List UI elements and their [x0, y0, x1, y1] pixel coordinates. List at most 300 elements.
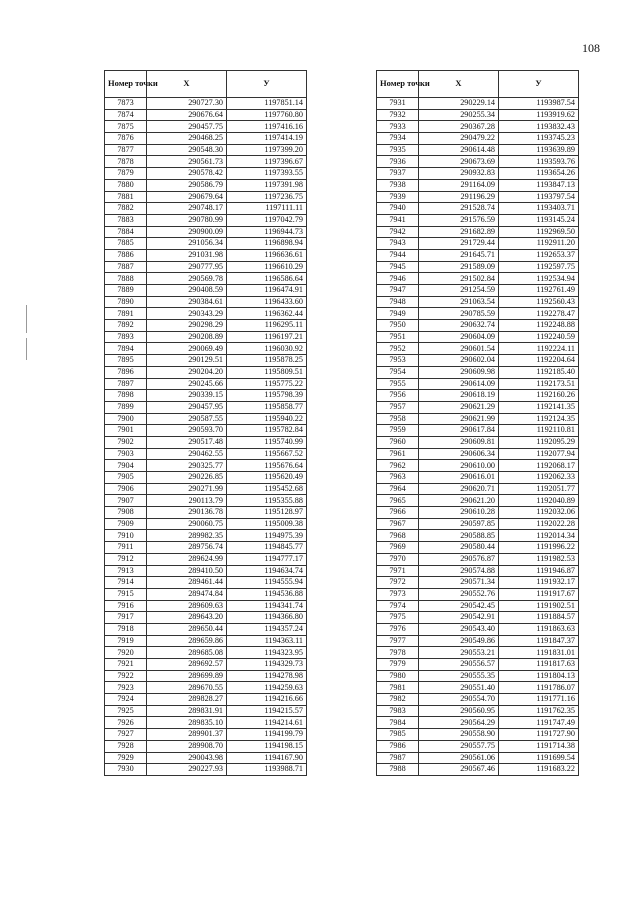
point-number-cell: 7988: [377, 764, 419, 776]
table-row: [377, 203, 579, 215]
table-row: [105, 530, 307, 542]
x-coordinate-cell: 290601.54: [419, 343, 499, 355]
y-coordinate-cell: 1192597.75: [499, 261, 579, 273]
point-number-cell: 7897: [105, 378, 147, 390]
y-coordinate-cell: 1195452.68: [227, 483, 307, 495]
y-coordinate-cell: 1194975.39: [227, 530, 307, 542]
point-number-cell: 7891: [105, 308, 147, 320]
y-coordinate-cell: 1192969.50: [499, 226, 579, 238]
point-number-cell: 7881: [105, 191, 147, 203]
y-coordinate-cell: 1195775.22: [227, 378, 307, 390]
x-coordinate-cell: 290552.76: [419, 588, 499, 600]
y-coordinate-cell: 1197042.79: [227, 214, 307, 226]
table-row: [377, 378, 579, 390]
point-number-cell: 7878: [105, 156, 147, 168]
point-number-cell: 7975: [377, 612, 419, 624]
y-coordinate-cell: 1191714.38: [499, 740, 579, 752]
y-coordinate-cell: 1191727.90: [499, 729, 579, 741]
y-coordinate-cell: 1194341.74: [227, 600, 307, 612]
x-coordinate-cell: 290574.88: [419, 565, 499, 577]
y-coordinate-cell: 1194777.17: [227, 553, 307, 565]
y-coordinate-cell: 1192077.94: [499, 448, 579, 460]
x-coordinate-cell: 291645.71: [419, 249, 499, 261]
y-coordinate-cell: 1194363.11: [227, 635, 307, 647]
header-x: X: [419, 71, 499, 98]
x-coordinate-cell: 290271.99: [147, 483, 227, 495]
x-coordinate-cell: 289756.74: [147, 542, 227, 554]
y-coordinate-cell: 1192040.89: [499, 495, 579, 507]
x-coordinate-cell: 290785.59: [419, 308, 499, 320]
x-coordinate-cell: 291254.59: [419, 285, 499, 297]
table-row: [377, 635, 579, 647]
x-coordinate-cell: 291528.74: [419, 203, 499, 215]
x-coordinate-cell: 290208.89: [147, 331, 227, 343]
point-number-cell: 7896: [105, 366, 147, 378]
table-row: [377, 588, 579, 600]
table-row: [377, 740, 579, 752]
x-coordinate-cell: 290621.29: [419, 401, 499, 413]
y-coordinate-cell: 1194329.73: [227, 659, 307, 671]
table-row: [377, 179, 579, 191]
y-coordinate-cell: 1191932.17: [499, 577, 579, 589]
table-row: [105, 191, 307, 203]
y-coordinate-cell: 1195858.77: [227, 401, 307, 413]
table-row: [377, 530, 579, 542]
x-coordinate-cell: 290548.30: [147, 144, 227, 156]
x-coordinate-cell: 290556.57: [419, 659, 499, 671]
point-number-cell: 7894: [105, 343, 147, 355]
point-number-cell: 7929: [105, 752, 147, 764]
table-row: [377, 343, 579, 355]
point-number-cell: 7876: [105, 133, 147, 145]
x-coordinate-cell: 289670.55: [147, 682, 227, 694]
point-number-cell: 7912: [105, 553, 147, 565]
y-coordinate-cell: 1194199.79: [227, 729, 307, 741]
y-coordinate-cell: 1192051.77: [499, 483, 579, 495]
x-coordinate-cell: 290616.01: [419, 472, 499, 484]
y-coordinate-cell: 1192278.47: [499, 308, 579, 320]
x-coordinate-cell: 290571.34: [419, 577, 499, 589]
x-coordinate-cell: 290614.09: [419, 378, 499, 390]
point-number-cell: 7908: [105, 507, 147, 519]
table-row: [377, 682, 579, 694]
point-number-cell: 7913: [105, 565, 147, 577]
table-row: [105, 682, 307, 694]
y-coordinate-cell: 1196944.73: [227, 226, 307, 238]
table-row: [377, 320, 579, 332]
x-coordinate-cell: 290620.71: [419, 483, 499, 495]
point-number-cell: 7987: [377, 752, 419, 764]
x-coordinate-cell: 290226.85: [147, 472, 227, 484]
x-coordinate-cell: 290676.64: [147, 109, 227, 121]
y-coordinate-cell: 1191831.01: [499, 647, 579, 659]
point-number-cell: 7884: [105, 226, 147, 238]
x-coordinate-cell: 290569.78: [147, 273, 227, 285]
x-coordinate-cell: 291056.34: [147, 238, 227, 250]
y-coordinate-cell: 1191996.22: [499, 542, 579, 554]
margin-mark: [26, 338, 27, 360]
y-coordinate-cell: 1192062.33: [499, 472, 579, 484]
x-coordinate-cell: 289835.10: [147, 717, 227, 729]
table-row: [377, 448, 579, 460]
table-row: [105, 261, 307, 273]
table-row: [105, 729, 307, 741]
y-coordinate-cell: 1195940.22: [227, 413, 307, 425]
table-row: [377, 331, 579, 343]
table-row: [377, 507, 579, 519]
table-row: [377, 647, 579, 659]
x-coordinate-cell: 290227.93: [147, 764, 227, 776]
point-number-cell: 7918: [105, 623, 147, 635]
point-number-cell: 7886: [105, 249, 147, 261]
table-row: [105, 752, 307, 764]
table-row: [105, 144, 307, 156]
table-row: [377, 729, 579, 741]
point-number-cell: 7932: [377, 109, 419, 121]
y-coordinate-cell: 1196295.11: [227, 320, 307, 332]
x-coordinate-cell: 289650.44: [147, 623, 227, 635]
y-coordinate-cell: 1192653.37: [499, 249, 579, 261]
x-coordinate-cell: 290609.81: [419, 436, 499, 448]
y-coordinate-cell: 1192534.94: [499, 273, 579, 285]
x-coordinate-cell: 290617.84: [419, 425, 499, 437]
point-number-cell: 7972: [377, 577, 419, 589]
x-coordinate-cell: 289643.20: [147, 612, 227, 624]
table-row: [377, 401, 579, 413]
y-coordinate-cell: 1193639.89: [499, 144, 579, 156]
header-point-number: Номер точки: [377, 71, 419, 98]
x-coordinate-cell: 291682.89: [419, 226, 499, 238]
point-number-cell: 7970: [377, 553, 419, 565]
point-number-cell: 7916: [105, 600, 147, 612]
x-coordinate-cell: 290780.99: [147, 214, 227, 226]
y-coordinate-cell: 1191917.67: [499, 588, 579, 600]
y-coordinate-cell: 1192141.35: [499, 401, 579, 413]
table-row: [377, 460, 579, 472]
header-row: [377, 71, 579, 98]
table-row: [105, 179, 307, 191]
point-number-cell: 7941: [377, 214, 419, 226]
table-row: [105, 331, 307, 343]
y-coordinate-cell: 1196636.61: [227, 249, 307, 261]
x-coordinate-cell: 290367.28: [419, 121, 499, 133]
table-row: [377, 273, 579, 285]
x-coordinate-cell: 291589.09: [419, 261, 499, 273]
y-coordinate-cell: 1191762.35: [499, 705, 579, 717]
table-row: [377, 705, 579, 717]
x-coordinate-cell: 290204.20: [147, 366, 227, 378]
header-y: У: [499, 71, 579, 98]
table-row: [105, 401, 307, 413]
x-coordinate-cell: 290560.95: [419, 705, 499, 717]
x-coordinate-cell: 290618.19: [419, 390, 499, 402]
x-coordinate-cell: 290587.55: [147, 413, 227, 425]
x-coordinate-cell: 290551.40: [419, 682, 499, 694]
y-coordinate-cell: 1193797.54: [499, 191, 579, 203]
table-row: [377, 764, 579, 776]
point-number-cell: 7965: [377, 495, 419, 507]
y-coordinate-cell: 1194555.94: [227, 577, 307, 589]
point-number-cell: 7974: [377, 600, 419, 612]
table-row: [105, 226, 307, 238]
y-coordinate-cell: 1193145.24: [499, 214, 579, 226]
point-number-cell: 7889: [105, 285, 147, 297]
x-coordinate-cell: 290457.95: [147, 401, 227, 413]
header-row: [105, 71, 307, 98]
y-coordinate-cell: 1191804.13: [499, 670, 579, 682]
y-coordinate-cell: 1194357.24: [227, 623, 307, 635]
point-number-cell: 7969: [377, 542, 419, 554]
table-row: [377, 612, 579, 624]
y-coordinate-cell: 1194366.80: [227, 612, 307, 624]
x-coordinate-cell: 290043.98: [147, 752, 227, 764]
table-row: [105, 133, 307, 145]
table-body: [377, 98, 579, 776]
point-number-cell: 7923: [105, 682, 147, 694]
table-row: [105, 612, 307, 624]
x-coordinate-cell: 290576.87: [419, 553, 499, 565]
x-coordinate-cell: 289624.99: [147, 553, 227, 565]
point-number-cell: 7900: [105, 413, 147, 425]
x-coordinate-cell: 290468.25: [147, 133, 227, 145]
table-row: [105, 659, 307, 671]
y-coordinate-cell: 1191786.07: [499, 682, 579, 694]
table-row: [105, 518, 307, 530]
table-row: [105, 436, 307, 448]
point-number-cell: 7911: [105, 542, 147, 554]
x-coordinate-cell: 291031.98: [147, 249, 227, 261]
x-coordinate-cell: 290614.48: [419, 144, 499, 156]
point-number-cell: 7909: [105, 518, 147, 530]
x-coordinate-cell: 290542.45: [419, 600, 499, 612]
point-number-cell: 7950: [377, 320, 419, 332]
point-number-cell: 7946: [377, 273, 419, 285]
x-coordinate-cell: 290586.79: [147, 179, 227, 191]
point-number-cell: 7984: [377, 717, 419, 729]
page-number: 108: [582, 41, 600, 55]
table-row: [105, 635, 307, 647]
table-row: [377, 238, 579, 250]
point-number-cell: 7962: [377, 460, 419, 472]
table-row: [377, 366, 579, 378]
table-row: [105, 577, 307, 589]
y-coordinate-cell: 1196362.44: [227, 308, 307, 320]
point-number-cell: 7936: [377, 156, 419, 168]
y-coordinate-cell: 1192173.51: [499, 378, 579, 390]
table-row: [377, 121, 579, 133]
point-number-cell: 7952: [377, 343, 419, 355]
margin-mark: [26, 305, 27, 333]
point-number-cell: 7873: [105, 98, 147, 110]
point-number-cell: 7983: [377, 705, 419, 717]
point-number-cell: 7955: [377, 378, 419, 390]
point-number-cell: 7956: [377, 390, 419, 402]
table-row: [377, 600, 579, 612]
point-number-cell: 7939: [377, 191, 419, 203]
x-coordinate-cell: 290229.14: [419, 98, 499, 110]
x-coordinate-cell: 290325.77: [147, 460, 227, 472]
x-coordinate-cell: 290578.42: [147, 168, 227, 180]
y-coordinate-cell: 1193987.54: [499, 98, 579, 110]
y-coordinate-cell: 1191817.63: [499, 659, 579, 671]
point-number-cell: 7904: [105, 460, 147, 472]
table-row: [105, 542, 307, 554]
table-row: [105, 740, 307, 752]
x-coordinate-cell: 290610.28: [419, 507, 499, 519]
table-row: [377, 413, 579, 425]
table-row: [377, 659, 579, 671]
table-row: [377, 98, 579, 110]
point-number-cell: 7957: [377, 401, 419, 413]
table-row: [377, 109, 579, 121]
table-row: [377, 390, 579, 402]
y-coordinate-cell: 1196610.29: [227, 261, 307, 273]
y-coordinate-cell: 1191771.16: [499, 694, 579, 706]
point-number-cell: 7880: [105, 179, 147, 191]
table-row: [377, 296, 579, 308]
point-number-cell: 7944: [377, 249, 419, 261]
point-number-cell: 7938: [377, 179, 419, 191]
y-coordinate-cell: 1196030.92: [227, 343, 307, 355]
table-row: [105, 366, 307, 378]
point-number-cell: 7937: [377, 168, 419, 180]
y-coordinate-cell: 1192185.40: [499, 366, 579, 378]
x-coordinate-cell: 290900.09: [147, 226, 227, 238]
table-row: [105, 296, 307, 308]
y-coordinate-cell: 1196433.60: [227, 296, 307, 308]
table-row: [105, 98, 307, 110]
x-coordinate-cell: 289474.84: [147, 588, 227, 600]
y-coordinate-cell: 1191747.49: [499, 717, 579, 729]
header-x: X: [147, 71, 227, 98]
x-coordinate-cell: 289908.70: [147, 740, 227, 752]
x-coordinate-cell: 290517.48: [147, 436, 227, 448]
x-coordinate-cell: 290543.40: [419, 623, 499, 635]
point-number-cell: 7902: [105, 436, 147, 448]
x-coordinate-cell: 290245.66: [147, 378, 227, 390]
x-coordinate-cell: 290597.85: [419, 518, 499, 530]
table-row: [377, 553, 579, 565]
table-row: [105, 378, 307, 390]
y-coordinate-cell: 1194323.95: [227, 647, 307, 659]
y-coordinate-cell: 1197416.16: [227, 121, 307, 133]
y-coordinate-cell: 1194198.15: [227, 740, 307, 752]
table-row: [377, 226, 579, 238]
point-number-cell: 7901: [105, 425, 147, 437]
y-coordinate-cell: 1193832.43: [499, 121, 579, 133]
y-coordinate-cell: 1195128.97: [227, 507, 307, 519]
table-row: [377, 436, 579, 448]
point-number-cell: 7926: [105, 717, 147, 729]
table-row: [105, 156, 307, 168]
y-coordinate-cell: 1191902.51: [499, 600, 579, 612]
y-coordinate-cell: 1195798.39: [227, 390, 307, 402]
x-coordinate-cell: 290604.09: [419, 331, 499, 343]
y-coordinate-cell: 1194536.88: [227, 588, 307, 600]
y-coordinate-cell: 1194278.98: [227, 670, 307, 682]
x-coordinate-cell: 289831.91: [147, 705, 227, 717]
point-number-cell: 7921: [105, 659, 147, 671]
x-coordinate-cell: 290555.35: [419, 670, 499, 682]
x-coordinate-cell: 290748.17: [147, 203, 227, 215]
table-row: [377, 752, 579, 764]
x-coordinate-cell: 290553.21: [419, 647, 499, 659]
point-number-cell: 7874: [105, 109, 147, 121]
point-number-cell: 7883: [105, 214, 147, 226]
y-coordinate-cell: 1191683.22: [499, 764, 579, 776]
y-coordinate-cell: 1194215.57: [227, 705, 307, 717]
y-coordinate-cell: 1197236.75: [227, 191, 307, 203]
point-number-cell: 7963: [377, 472, 419, 484]
y-coordinate-cell: 1196197.21: [227, 331, 307, 343]
table-row: [105, 214, 307, 226]
x-coordinate-cell: 289659.86: [147, 635, 227, 647]
point-number-cell: 7893: [105, 331, 147, 343]
table-row: [105, 238, 307, 250]
table-row: [105, 600, 307, 612]
point-number-cell: 7964: [377, 483, 419, 495]
y-coordinate-cell: 1192022.28: [499, 518, 579, 530]
point-number-cell: 7979: [377, 659, 419, 671]
x-coordinate-cell: 290457.75: [147, 121, 227, 133]
table-row: [105, 355, 307, 367]
x-coordinate-cell: 290069.49: [147, 343, 227, 355]
table-row: [105, 483, 307, 495]
table-row: [377, 168, 579, 180]
x-coordinate-cell: 290343.29: [147, 308, 227, 320]
point-number-cell: 7934: [377, 133, 419, 145]
table-row: [377, 694, 579, 706]
x-coordinate-cell: 290679.64: [147, 191, 227, 203]
x-coordinate-cell: 290621.20: [419, 495, 499, 507]
y-coordinate-cell: 1192110.81: [499, 425, 579, 437]
x-coordinate-cell: 290136.78: [147, 507, 227, 519]
point-number-cell: 7915: [105, 588, 147, 600]
coordinates-table-left: [104, 70, 307, 776]
x-coordinate-cell: 290339.15: [147, 390, 227, 402]
point-number-cell: 7892: [105, 320, 147, 332]
table-row: [105, 694, 307, 706]
y-coordinate-cell: 1195620.49: [227, 472, 307, 484]
x-coordinate-cell: 289461.44: [147, 577, 227, 589]
y-coordinate-cell: 1193654.26: [499, 168, 579, 180]
x-coordinate-cell: 289410.50: [147, 565, 227, 577]
point-number-cell: 7905: [105, 472, 147, 484]
x-coordinate-cell: 290588.85: [419, 530, 499, 542]
x-coordinate-cell: 289692.57: [147, 659, 227, 671]
y-coordinate-cell: 1194214.61: [227, 717, 307, 729]
table-row: [105, 109, 307, 121]
point-number-cell: 7927: [105, 729, 147, 741]
table-row: [377, 249, 579, 261]
table-row: [377, 577, 579, 589]
point-number-cell: 7986: [377, 740, 419, 752]
point-number-cell: 7903: [105, 448, 147, 460]
point-number-cell: 7973: [377, 588, 419, 600]
table-row: [105, 553, 307, 565]
point-number-cell: 7890: [105, 296, 147, 308]
y-coordinate-cell: 1192032.06: [499, 507, 579, 519]
y-coordinate-cell: 1194845.77: [227, 542, 307, 554]
y-coordinate-cell: 1195355.88: [227, 495, 307, 507]
table-row: [105, 623, 307, 635]
x-coordinate-cell: 290727.30: [147, 98, 227, 110]
point-number-cell: 7885: [105, 238, 147, 250]
table-row: [377, 133, 579, 145]
point-number-cell: 7966: [377, 507, 419, 519]
y-coordinate-cell: 1196898.94: [227, 238, 307, 250]
y-coordinate-cell: 1192224.11: [499, 343, 579, 355]
